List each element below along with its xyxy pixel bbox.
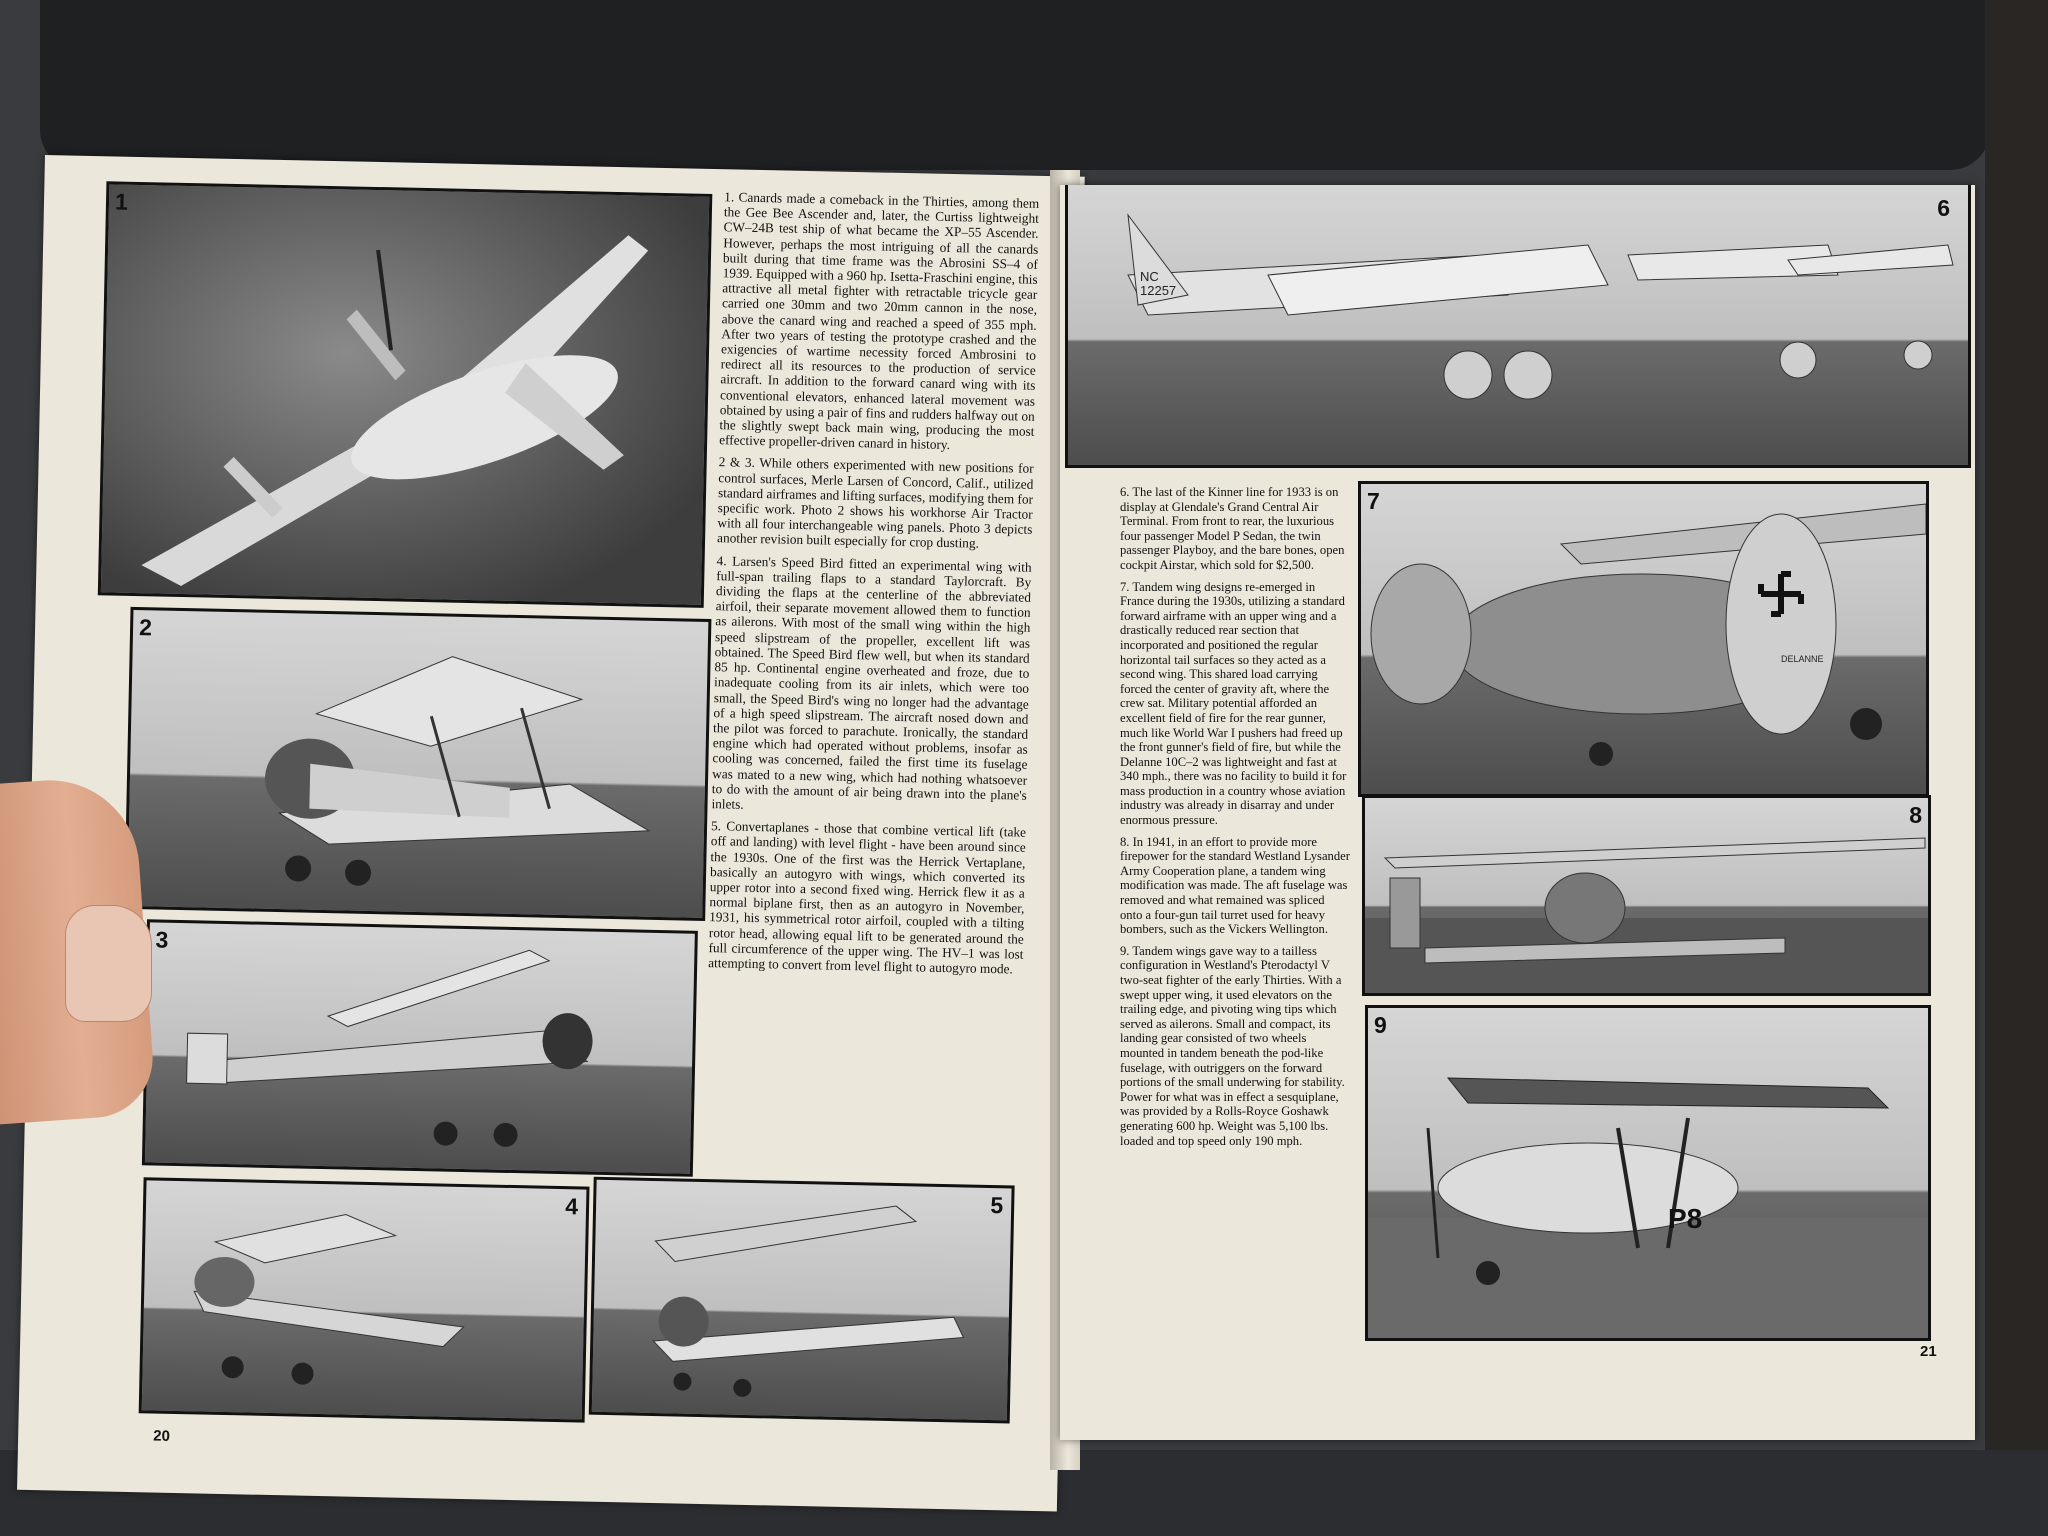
photo-number-7: 7 (1367, 488, 1380, 514)
vertaplane-illustration (592, 1180, 1012, 1421)
photo-number-3: 3 (155, 926, 169, 953)
tail-marking: DELANNE (1781, 654, 1824, 664)
thumb (65, 905, 152, 1022)
photo-number-4: 4 (565, 1193, 579, 1220)
photo-5-herrick-vertaplane (589, 1177, 1015, 1424)
paragraph-7: 7. Tandem wing designs re-emerged in France during the 1930s, utilizing a standard forward airframe with an upper wing and a drastically reduced rear section that incorporated and positioned the regular horizontal tail surfaces so they acted as a second wing. This shared load carrying forced the center of gravity aft, where the crew sat. Military potential afforded an excellent field of fire for the rear gunner, much like World War I pushers had freed up the front gunner's field of fire, but while the Delanne 10C–2 was lightweight and fast at 340 mph., there was no facility to build it for mass production in a country whose aviation industry was already in disarray and under enormous pressure. (1120, 579, 1347, 828)
paragraph-4: 4. Larsen's Speed Bird fitted an experimental wing with full-span trailing flaps to a standard Taylorcraft. By dividing the flaps at the centerline of the abbreviated airfoil, their separate movement allowed them to function as ailerons. With most of the small wing within the high speed slipstream of the propeller, excellent lift was obtained. The Speed Bird flew well, but when its standard 85 hp. Continental engine overheated and froze, due to inadequate cooling from its air inlets, which were too small, the Speed Bird's wing no longer had the advantage of a high speed slipstream. The aircraft nosed down and the pilot was forced to parachute. Ironically, the standard engine which had operated without problems, insofar as cooling was concerned, failed the first time its fuselage was mated to a new wing, which had nothing whatsoever to do with the amount of air being drawn into the plane's inlets. (711, 552, 1032, 812)
aircraft-code-marking: P8 (1668, 1203, 1703, 1234)
photo-8-lysander-tandem (1362, 795, 1931, 996)
paragraph-1: 1. Canards made a comeback in the Thirties, among them the Gee Bee Ascender and, later, the Curtiss lightweight CW–24B test ship of what became the XP–55 Ascender. However, perhaps the most intriguing of all the canards built during that time frame was the Abrosini SS–4 of 1939. Equipped with a 960 hp. Isetta-Fraschini engine, this attractive all metal fighter with retractable tricycle gear carried one 30mm and two 20mm cannon in the nose, above the canard wing and reached a speed of 355 mph. After two years of testing the prototype crashed and the exigencies of wartime necessity forced Ambrosini to redirect all its resources to the production of service aircraft. In addition to the forward canard wing with its conventional elevators, enhanced lateral movement was obtained by using a pair of fins and rudders halfway out on the slightly swept back main wing, producing the most effective propeller-driven canard in history. (719, 189, 1040, 453)
speed-bird-illustration (142, 1180, 587, 1419)
photo-number-2: 2 (138, 614, 153, 641)
photo-1-canard-fighter (98, 181, 713, 608)
photo-4-speed-bird (139, 1177, 590, 1422)
right-edge-background (1985, 0, 2048, 1536)
magazine-page-left (17, 155, 1085, 1511)
delanne-plane-illustration (1361, 484, 1926, 794)
paragraph-6: 6. The last of the Kinner line for 1933 is on display at Glendale's Grand Central Air Terminal. From front to rear, the luxurious four passenger Model P Sedan, the twin passenger Playboy, and the bare bones, open cockpit Airstar, which sold for $2,500. (1120, 485, 1345, 572)
registration-marking: NC 12257 (1140, 269, 1177, 298)
canard-plane-illustration (101, 184, 709, 604)
photo-number-9: 9 (1374, 1012, 1387, 1038)
photo-2-air-tractor-biplane (124, 607, 711, 921)
pterodactyl-illustration (1368, 1008, 1928, 1338)
crop-duster-illustration (145, 922, 695, 1173)
article-text-left (708, 189, 1039, 984)
page-number-left: 20 (153, 1427, 171, 1445)
photo-number-5: 5 (990, 1192, 1004, 1219)
lysander-illustration (1365, 798, 1928, 993)
dark-board-background (40, 0, 1990, 170)
page-number-right: 21 (1920, 1343, 1937, 1360)
paragraph-9: 9. Tandem wings gave way to a tailless configuration in Westland's Pterodactyl V two-seat fighter of the early Thirties. With a swept upper wing, it used elevators on the trailing edge, and pivoting wing tips which served as ailerons. Small and compact, its landing gear consisted of two wheels mounted in tandem beneath the pod-like fuselage, with outriggers on the forward portions of the small underwing for stability. Power for what was in effect a sesquiplane, was provided by a Rolls-Royce Goshawk generating 600 hp. Weight was 5,100 lbs. loaded and top speed only 190 mph. (1120, 943, 1345, 1148)
photo-9-pterodactyl-v (1365, 1005, 1931, 1341)
paragraph-2-3: 2 & 3. While others experimented with new positions for control surfaces, Merle Larsen of Concord, Calif., utilized standard airframes and lifting surfaces, modifying them for specific work. Photo 2 shows his workhorse Air Tractor with all four interchangeable wing panels. Photo 3 depicts another revision built especially for crop dusting. (716, 454, 1034, 552)
photo-number-8: 8 (1909, 802, 1922, 828)
biplane-illustration (127, 610, 708, 918)
kinner-planes-illustration (1068, 185, 1968, 465)
paragraph-8: 8. In 1941, in an effort to provide more firepower for the standard Westland Lysander Army Cooperation plane, a tandem wing modification was made. The aft fuselage was removed and what remained was spliced onto a four-gun tail turret used for heavy bombers, such as the Vickers Wellington. (1120, 834, 1350, 937)
photo-6-kinner-lineup (1065, 185, 1971, 468)
magazine-page-right (1060, 185, 1975, 1440)
photo-number-6: 6 (1937, 195, 1950, 221)
paragraph-5: 5. Convertaplanes - those that combine vertical lift (take off and landing) with level flight - have been around since the 1930s. One of the first was the Herrick Vertaplane, basically an autogyro with wings, which converted its upper rotor into a second fixed wing. Herrick flew it as a normal biplane first, then as an autogyro in November, 1931, his symmetrical rotor airfoil, coupled with a tilting rotor head, allowing equal lift to be generated around the full circumference of the upper wing. The HV–1 was lost attempting to convert from level flight to autogyro mode. (708, 818, 1027, 977)
article-text-right (1120, 485, 1350, 1155)
photo-number-1: 1 (114, 188, 129, 215)
photo-3-crop-duster-biplane (142, 919, 698, 1176)
photo-7-delanne-tandem (1358, 481, 1929, 797)
